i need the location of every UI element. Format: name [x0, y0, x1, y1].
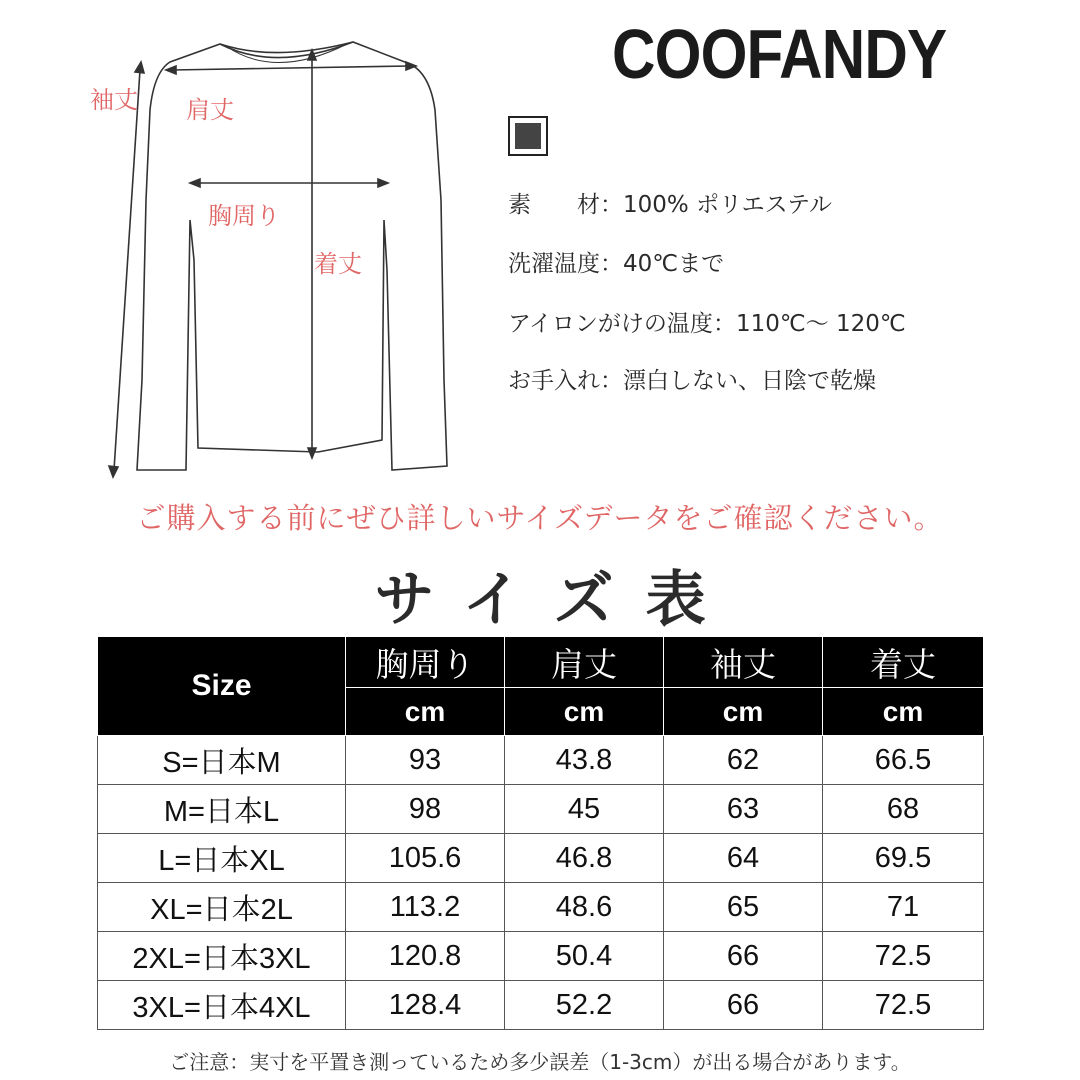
cell-chest: 113.2	[346, 883, 505, 932]
cell-sleeve: 63	[664, 785, 823, 834]
cell-shoulder: 43.8	[505, 736, 664, 785]
table-row	[98, 883, 984, 932]
cell-sleeve: 62	[664, 736, 823, 785]
header-shoulder: 肩丈	[505, 637, 664, 688]
cell-length: 66.5	[823, 736, 984, 785]
table-header-row	[98, 637, 984, 688]
cell-chest: 105.6	[346, 834, 505, 883]
color-swatch-fill	[515, 123, 541, 149]
header-sleeve: 袖丈	[664, 637, 823, 688]
table-row	[98, 932, 984, 981]
cell-size: 3XL=日本4XL	[98, 981, 346, 1030]
brand-logo: COOFANDY	[612, 15, 947, 93]
cell-chest: 98	[346, 785, 505, 834]
table-row	[98, 834, 984, 883]
cell-sleeve: 64	[664, 834, 823, 883]
size-check-notice: ご購入する前にぜひ詳しいサイズデータをご確認ください。	[136, 501, 944, 535]
measurement-footnote: ご注意：実寸を平置き測っているため多少誤差（1-3cm）が出る場合があります。	[169, 1050, 911, 1074]
cell-sleeve: 66	[664, 981, 823, 1030]
cell-shoulder: 50.4	[505, 932, 664, 981]
cell-length: 69.5	[823, 834, 984, 883]
cell-length: 72.5	[823, 932, 984, 981]
table-row	[98, 785, 984, 834]
color-swatch	[508, 116, 548, 156]
spec-label: お手入れ	[508, 368, 600, 394]
header-unit: cm	[346, 688, 505, 736]
header-chest: 胸周り	[346, 637, 505, 688]
cell-shoulder: 48.6	[505, 883, 664, 932]
cell-size: S=日本M	[98, 736, 346, 785]
header-unit: cm	[664, 688, 823, 736]
size-table-title: サイズ表	[374, 565, 738, 635]
cell-shoulder: 45	[505, 785, 664, 834]
cell-chest: 128.4	[346, 981, 505, 1030]
cell-size: L=日本XL	[98, 834, 346, 883]
spec-label: アイロンがけの温度	[508, 311, 713, 337]
header-unit: cm	[823, 688, 984, 736]
spec-care: お手入れ：漂白しない、日陰で乾燥	[508, 362, 876, 395]
cell-sleeve: 65	[664, 883, 823, 932]
spec-material: 素 材：100% ポリエステル	[508, 186, 832, 219]
cell-size: 2XL=日本3XL	[98, 932, 346, 981]
table-row	[98, 736, 984, 785]
header-length: 着丈	[823, 637, 984, 688]
shoulder-label: 肩丈	[186, 96, 234, 124]
header-size: Size	[98, 637, 346, 736]
cell-length: 72.5	[823, 981, 984, 1030]
table-row	[98, 981, 984, 1030]
cell-shoulder: 46.8	[505, 834, 664, 883]
spec-iron-temp: アイロンがけの温度：110℃～ 120℃	[508, 305, 906, 338]
spec-value: 110℃～ 120℃	[735, 311, 906, 337]
spec-label: 素 材	[508, 192, 600, 218]
cell-sleeve: 66	[664, 932, 823, 981]
header-unit: cm	[505, 688, 664, 736]
spec-wash-temp: 洗濯温度：40℃まで	[508, 245, 724, 278]
cell-size: XL=日本2L	[98, 883, 346, 932]
cell-chest: 93	[346, 736, 505, 785]
cell-shoulder: 52.2	[505, 981, 664, 1030]
spec-value: 40℃まで	[623, 251, 725, 277]
chest-label: 胸周り	[208, 202, 280, 230]
cell-length: 71	[823, 883, 984, 932]
length-label: 着丈	[314, 250, 362, 278]
sleeve-label: 袖丈	[90, 86, 138, 114]
cell-chest: 120.8	[346, 932, 505, 981]
cell-length: 68	[823, 785, 984, 834]
spec-value: 100% ポリエステル	[623, 192, 832, 218]
spec-value: 漂白しない、日陰で乾燥	[623, 368, 876, 394]
spec-label: 洗濯温度	[508, 251, 600, 277]
cell-size: M=日本L	[98, 785, 346, 834]
size-table	[97, 636, 984, 1030]
